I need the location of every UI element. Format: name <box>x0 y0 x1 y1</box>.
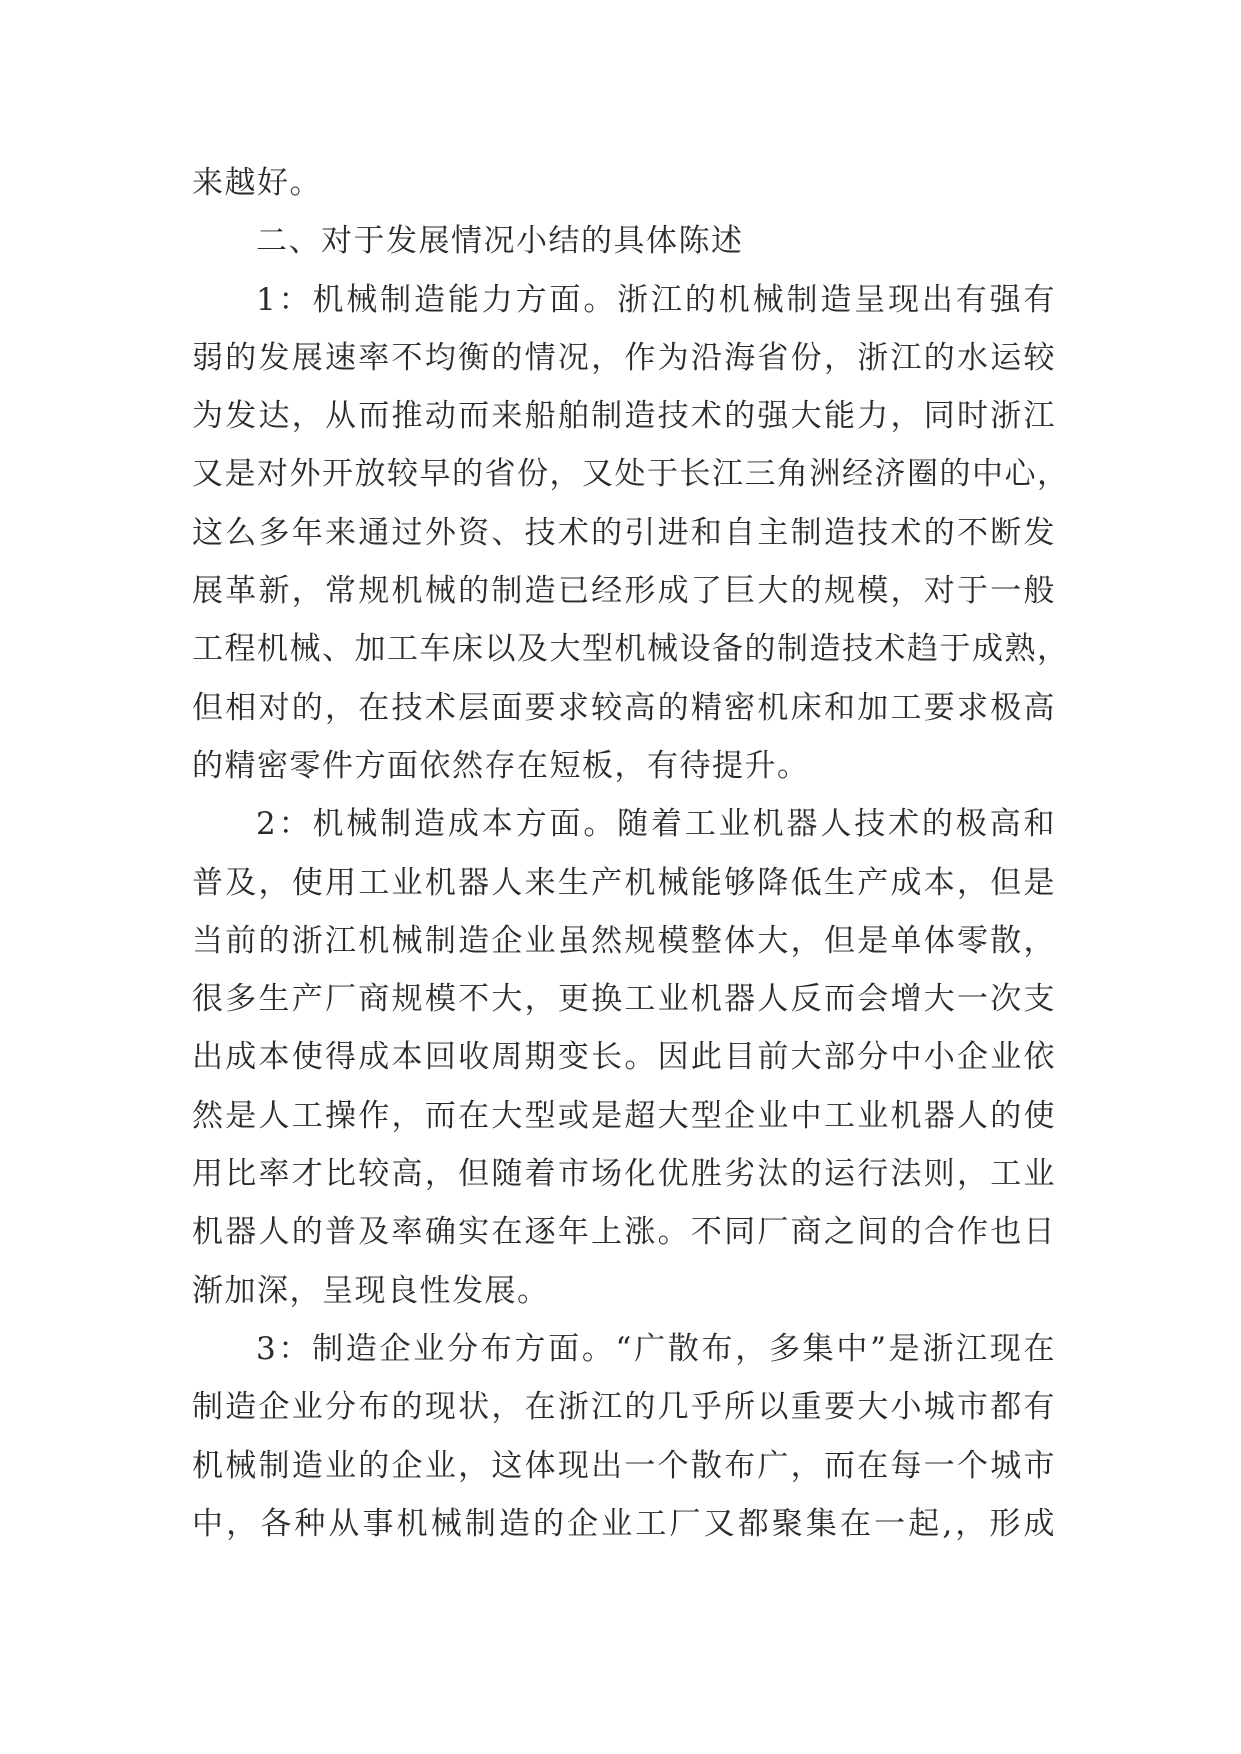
text-line: 又是对外开放较早的省份，又处于长江三角洲经济圈的中心， <box>192 456 1070 493</box>
text-line: 工程机械、加工车床以及大型机械设备的制造技术趋于成熟， <box>192 631 1070 668</box>
text-line: 机械制造业的企业，这体现出一个散布广，而在每一个城市 <box>192 1447 1056 1484</box>
text-line: 但相对的，在技术层面要求较高的精密机床和加工要求极高 <box>192 689 1056 726</box>
text-line: 中，各种从事机械制造的企业工厂又都聚集在一起,，形成 <box>192 1505 1056 1542</box>
text-line: 然是人工操作，而在大型或是超大型企业中工业机器人的使 <box>192 1097 1056 1134</box>
text-line: 的精密零件方面依然存在短板，有待提升。 <box>192 747 810 784</box>
text-line: 出成本使得成本回收周期变长。因此目前大部分中小企业依 <box>192 1039 1056 1076</box>
text-line: 渐加深，呈现良性发展。 <box>192 1272 550 1309</box>
text-line: 机器人的普及率确实在逐年上涨。不同厂商之间的合作也日 <box>192 1214 1056 1251</box>
text-line: 1：机械制造能力方面。浙江的机械制造呈现出有强有 <box>256 281 1056 318</box>
text-line: 制造企业分布的现状，在浙江的几乎所以重要大小城市都有 <box>192 1389 1056 1426</box>
document-body <box>192 154 1070 1553</box>
text-line: 二、对于发展情况小结的具体陈述 <box>256 223 744 260</box>
text-line: 为发达，从而推动而来船舶制造技术的强大能力，同时浙江 <box>192 398 1056 435</box>
text-line: 用比率才比较高，但随着市场化优胜劣汰的运行法则，工业 <box>192 1156 1056 1193</box>
text-line: 来越好。 <box>192 165 322 201</box>
text-line: 2：机械制造成本方面。随着工业机器人技术的极高和 <box>256 806 1056 843</box>
text-line: 这么多年来通过外资、技术的引进和自主制造技术的不断发 <box>192 514 1056 551</box>
text-line: 普及，使用工业机器人来生产机械能够降低生产成本，但是 <box>192 864 1056 901</box>
text-line: 弱的发展速率不均衡的情况，作为沿海省份，浙江的水运较 <box>192 339 1056 376</box>
text-line: 3：制造企业分布方面。“广散布，多集中”是浙江现在 <box>256 1330 1056 1367</box>
text-line: 当前的浙江机械制造企业虽然规模整体大，但是单体零散， <box>192 922 1056 959</box>
text-line: 展革新，常规机械的制造已经形成了巨大的规模，对于一般 <box>192 573 1056 610</box>
text-line: 很多生产厂商规模不大，更换工业机器人反而会增大一次支 <box>192 981 1056 1018</box>
